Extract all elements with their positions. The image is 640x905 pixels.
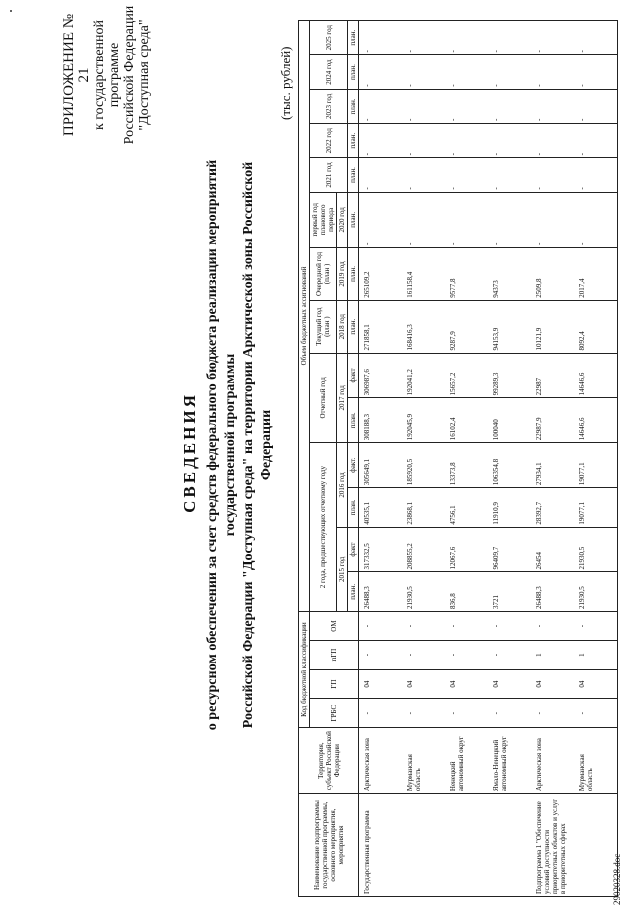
cell-value: -	[445, 55, 488, 89]
header-2019: 2019 год	[337, 248, 348, 301]
cell-grbs: -	[359, 699, 403, 728]
header-row-1	[299, 21, 310, 897]
cell-value: 26488,3	[359, 572, 403, 612]
cell-value: -	[359, 192, 403, 247]
cell-value: -	[574, 21, 618, 55]
cell-value: -	[531, 21, 574, 55]
cell-value: 26488,3	[531, 572, 574, 612]
header-2024: 2024 год	[310, 55, 348, 89]
scan-mark	[10, 10, 12, 12]
header-2017: 2017 год	[337, 353, 348, 443]
cell-value: -	[445, 21, 488, 55]
cell-value: 19077,1	[574, 488, 618, 528]
cell-value: 168416,3	[402, 300, 445, 353]
cell-gp: 04	[531, 670, 574, 699]
cell-value: 94373	[488, 248, 531, 301]
header-plan: план.	[348, 124, 359, 158]
cell-name	[402, 794, 445, 897]
cell-pgp: -	[359, 641, 403, 670]
header-grbs: ГРБС	[310, 699, 359, 728]
cell-value: 308188,3	[359, 398, 403, 443]
header-code-group: Код бюджетной классификации	[299, 612, 310, 728]
cell-value: -	[574, 89, 618, 123]
cell-om: -	[574, 612, 618, 641]
header-current: Текущий год (план )	[310, 300, 337, 353]
cell-value: 99289,3	[488, 353, 531, 398]
appendix-line: Российской Федерации	[122, 5, 137, 145]
cell-pgp: -	[402, 641, 445, 670]
cell-pgp: 1	[531, 641, 574, 670]
header-2016: 2016 год	[337, 443, 348, 527]
cell-value: -	[574, 124, 618, 158]
cell-value: 2509,8	[531, 248, 574, 301]
cell-value: -	[359, 124, 403, 158]
cell-value: 21930,5	[574, 527, 618, 572]
cell-value: 185920,5	[402, 443, 445, 488]
cell-value: 21930,5	[574, 572, 618, 612]
header-2025: 2025 год	[310, 21, 348, 55]
cell-grbs: -	[531, 699, 574, 728]
header-fact: факт	[348, 527, 359, 572]
cell-om: -	[402, 612, 445, 641]
table-row	[531, 21, 574, 897]
cell-value: 317332,5	[359, 527, 403, 572]
document-title: СВЕДЕНИЯ	[180, 392, 199, 513]
header-plan: план.	[348, 488, 359, 528]
cell-om: -	[488, 612, 531, 641]
header-pgp: пГП	[310, 641, 359, 670]
header-fact: факт.	[348, 443, 359, 488]
table-body	[359, 21, 618, 897]
budget-table	[298, 20, 618, 897]
cell-name	[574, 794, 618, 897]
header-plan: план.	[348, 55, 359, 89]
table-row	[359, 21, 403, 897]
cell-value: -	[445, 124, 488, 158]
cell-value: 26454	[531, 527, 574, 572]
appendix-block	[62, 5, 152, 145]
cell-value: 14646,6	[574, 353, 618, 398]
cell-value: -	[402, 124, 445, 158]
cell-name: Государственная программа	[359, 794, 403, 897]
table-row	[402, 21, 445, 897]
header-fact: факт	[348, 353, 359, 398]
cell-value: -	[402, 192, 445, 247]
cell-value: -	[531, 192, 574, 247]
unit-label: (тыс. рублей)	[278, 46, 293, 120]
cell-pgp: 1	[574, 641, 618, 670]
table-row	[445, 21, 488, 897]
header-2021: 2021 год	[310, 158, 348, 192]
header-2015: 2015 год	[337, 527, 348, 611]
header-2020: 2020 год	[337, 192, 348, 247]
header-plan: план.	[348, 192, 359, 247]
header-2018: 2018 год	[337, 300, 348, 353]
cell-name	[445, 794, 488, 897]
cell-territory: Ямало-Ненецкий автономный округ	[488, 728, 531, 794]
cell-gp: 04	[574, 670, 618, 699]
cell-value: -	[445, 192, 488, 247]
cell-name	[488, 794, 531, 897]
cell-value: 96409,7	[488, 527, 531, 572]
header-plan: план.	[348, 21, 359, 55]
cell-value: 94153,9	[488, 300, 531, 353]
cell-value: 9287,9	[445, 300, 488, 353]
cell-value: 161158,4	[402, 248, 445, 301]
header-2023: 2023 год	[310, 89, 348, 123]
cell-value: 306987,6	[359, 353, 403, 398]
cell-value: 100040	[488, 398, 531, 443]
cell-value: 271858,1	[359, 300, 403, 353]
cell-value: 13373,8	[445, 443, 488, 488]
cell-value: -	[445, 89, 488, 123]
cell-pgp: -	[445, 641, 488, 670]
header-plan: план.	[348, 89, 359, 123]
cell-value: 106354,8	[488, 443, 531, 488]
cell-value: -	[402, 55, 445, 89]
cell-value: -	[574, 192, 618, 247]
cell-value: 265109,2	[359, 248, 403, 301]
cell-value: 208855,2	[402, 527, 445, 572]
cell-om: -	[445, 612, 488, 641]
cell-value: -	[402, 21, 445, 55]
cell-value: 23868,1	[402, 488, 445, 528]
header-om: ОМ	[310, 612, 359, 641]
subtitle-line: о ресурсном обеспечении за счет средств федерального бюджета реализации мероприятий государственной программы	[205, 159, 238, 731]
subtitle-line: Российской Федерации "Доступная среда" на территории Арктической зоны Российской Федерации	[241, 161, 274, 729]
cell-value: -	[488, 89, 531, 123]
cell-grbs: -	[402, 699, 445, 728]
cell-gp: 04	[402, 670, 445, 699]
cell-value: -	[402, 89, 445, 123]
cell-value: -	[488, 21, 531, 55]
cell-grbs: -	[445, 699, 488, 728]
cell-gp: 04	[445, 670, 488, 699]
cell-name: Подпрограмма 1 "Обеспечение условий доступности приоритетных объектов и услуг в приоритетных сферах	[531, 794, 574, 897]
appendix-line: к государственной программе	[92, 19, 122, 131]
cell-value: 21930,5	[402, 572, 445, 612]
cell-value: 10121,9	[531, 300, 574, 353]
cell-value: 12067,6	[445, 527, 488, 572]
appendix-number: ПРИЛОЖЕНИЕ № 21	[61, 13, 92, 137]
cell-value: 9577,8	[445, 248, 488, 301]
cell-gp: 04	[488, 670, 531, 699]
header-2022: 2022 год	[310, 124, 348, 158]
appendix-line: "Доступная среда"	[137, 19, 152, 131]
cell-value: -	[359, 21, 403, 55]
header-plan: план.	[348, 158, 359, 192]
cell-value: -	[402, 158, 445, 192]
table-row	[574, 21, 618, 897]
cell-territory: Мурманская область	[574, 728, 618, 794]
cell-pgp: -	[488, 641, 531, 670]
header-gp: ГП	[310, 670, 359, 699]
cell-value: -	[488, 192, 531, 247]
header-plan: план.	[348, 300, 359, 353]
cell-value: -	[359, 158, 403, 192]
cell-value: 15657,2	[445, 353, 488, 398]
header-volume: Объем бюджетных ассигнований	[299, 21, 310, 612]
header-plan: план.	[348, 572, 359, 612]
cell-value: 22987,9	[531, 398, 574, 443]
header-next: Очередной год (план )	[310, 248, 337, 301]
cell-value: -	[574, 55, 618, 89]
cell-value: 192041,2	[402, 353, 445, 398]
cell-value: -	[531, 124, 574, 158]
cell-value: 28392,7	[531, 488, 574, 528]
cell-value: -	[574, 158, 618, 192]
cell-value: -	[488, 158, 531, 192]
cell-value: 27934,1	[531, 443, 574, 488]
header-two-years: 2 года, предшествующих отчетному году	[310, 443, 337, 612]
cell-grbs: -	[574, 699, 618, 728]
header-territory: Территория, субъект Российской Федерации	[299, 728, 359, 794]
header-reporting: Отчетный год	[310, 353, 337, 443]
cell-value: 14646,6	[574, 398, 618, 443]
cell-territory: Ненецкий автономный округ	[445, 728, 488, 794]
cell-value: -	[531, 158, 574, 192]
cell-value: -	[531, 89, 574, 123]
table-row	[488, 21, 531, 897]
cell-value: 19077,1	[574, 443, 618, 488]
cell-value: -	[359, 55, 403, 89]
doc-filename: 29020328.doc	[612, 853, 622, 905]
header-first-plan: первый год планового периода	[310, 192, 337, 247]
cell-value: 8092,4	[574, 300, 618, 353]
cell-grbs: -	[488, 699, 531, 728]
cell-value: -	[531, 55, 574, 89]
header-plan: план.	[348, 248, 359, 301]
cell-value: 11910,9	[488, 488, 531, 528]
cell-value: -	[445, 158, 488, 192]
cell-value: 16102,4	[445, 398, 488, 443]
cell-value: -	[359, 89, 403, 123]
cell-value: 2017,4	[574, 248, 618, 301]
cell-territory: Арктическая зона	[531, 728, 574, 794]
cell-value: 3721	[488, 572, 531, 612]
document-subtitle	[204, 125, 276, 765]
cell-value: 836,8	[445, 572, 488, 612]
cell-gp: 04	[359, 670, 403, 699]
cell-territory: Арктическая зона	[359, 728, 403, 794]
cell-value: -	[488, 124, 531, 158]
cell-value: 192045,9	[402, 398, 445, 443]
cell-territory: Мурманская область	[402, 728, 445, 794]
header-plan: план.	[348, 398, 359, 443]
cell-value: 305649,1	[359, 443, 403, 488]
cell-value: 22987	[531, 353, 574, 398]
cell-value: -	[488, 55, 531, 89]
cell-value: 4756,1	[445, 488, 488, 528]
cell-value: 40535,1	[359, 488, 403, 528]
cell-om: -	[531, 612, 574, 641]
header-name: Наименование подпрограммы государственной программы, основного мероприятия, мероприятия	[299, 794, 359, 897]
cell-om: -	[359, 612, 403, 641]
